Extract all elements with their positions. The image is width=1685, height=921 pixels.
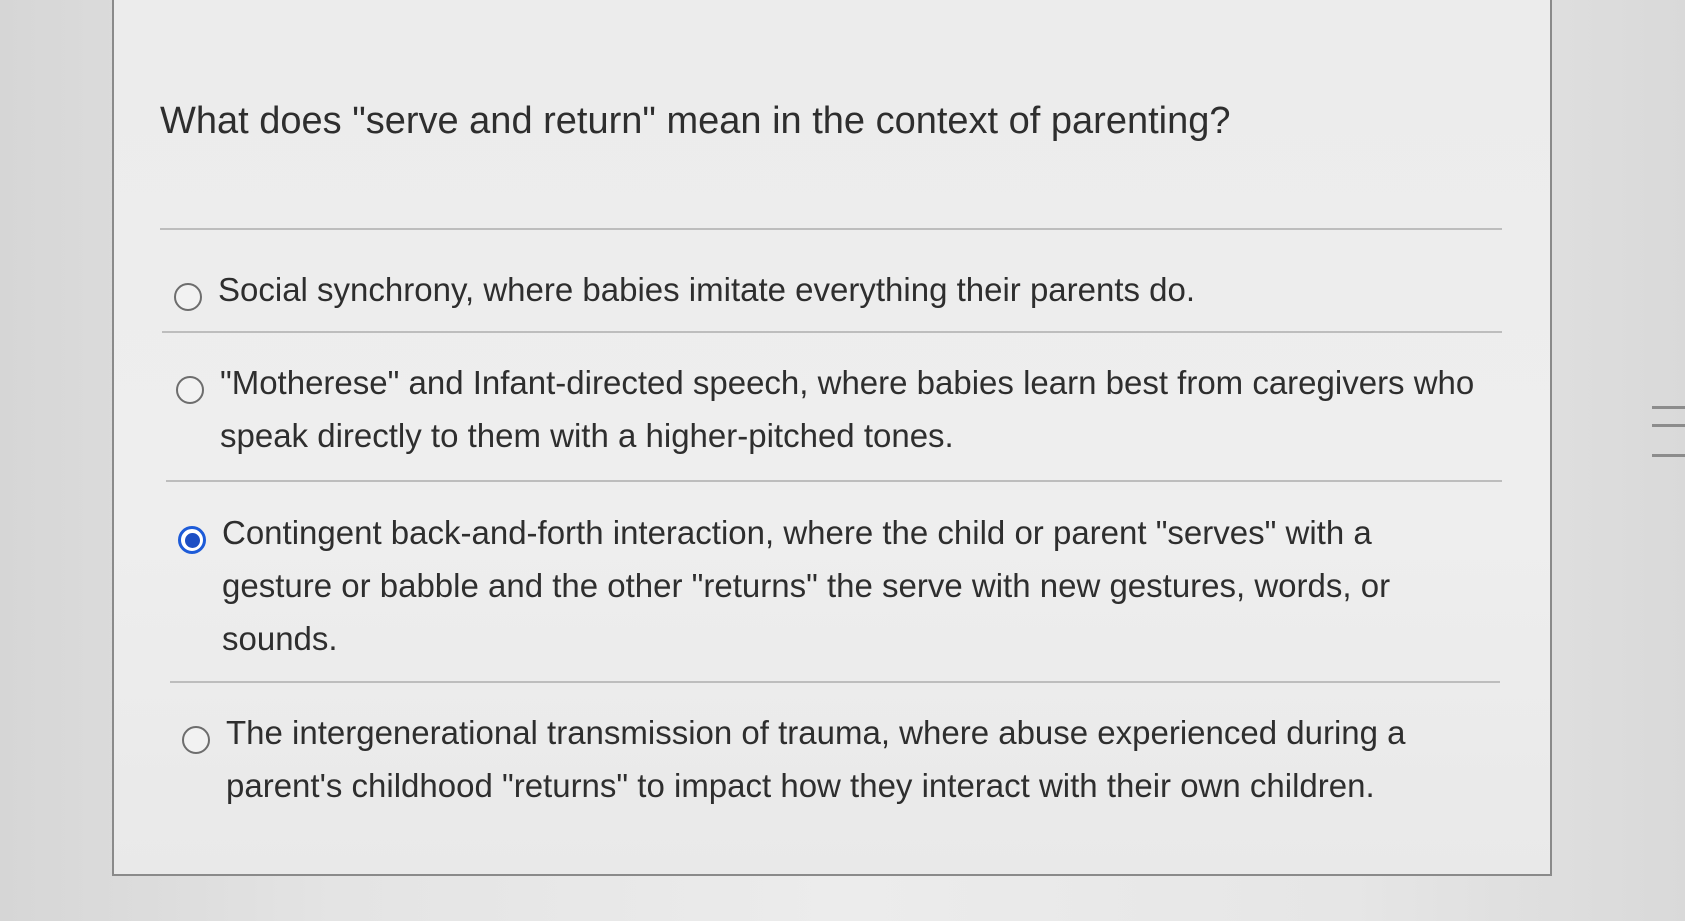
edge-mark bbox=[1652, 454, 1685, 457]
divider bbox=[166, 480, 1502, 482]
answer-option-text: The intergenerational transmission of trauma, where abuse experienced during a parent's childhood "returns" to impact how they interact with their own children. bbox=[226, 714, 1406, 804]
answer-option-1[interactable] bbox=[174, 271, 1504, 316]
edge-mark bbox=[1652, 424, 1685, 427]
radio-button-unselected[interactable] bbox=[174, 283, 202, 311]
edge-mark bbox=[1652, 406, 1685, 409]
divider bbox=[162, 331, 1502, 333]
answer-option-4[interactable] bbox=[182, 714, 1472, 812]
divider bbox=[160, 228, 1502, 230]
question-text: What does "serve and return" mean in the context of parenting? bbox=[160, 100, 1231, 142]
answer-option-text: Contingent back-and-forth interaction, where the child or parent "serves" with a gesture or babble and the other "returns" the serve with new gestures, words, or sounds. bbox=[222, 514, 1391, 657]
divider bbox=[170, 681, 1500, 683]
question-card bbox=[112, 0, 1552, 876]
radio-button-unselected[interactable] bbox=[182, 726, 210, 754]
answer-option-3[interactable] bbox=[178, 514, 1458, 665]
radio-button-selected[interactable] bbox=[178, 526, 206, 554]
answer-option-2[interactable] bbox=[176, 364, 1506, 462]
answer-option-text: Social synchrony, where babies imitate everything their parents do. bbox=[218, 271, 1196, 308]
answer-option-text: "Motherese" and Infant-directed speech, where babies learn best from caregivers who speak directly to them with a higher-pitched tones. bbox=[220, 364, 1475, 454]
radio-button-unselected[interactable] bbox=[176, 376, 204, 404]
